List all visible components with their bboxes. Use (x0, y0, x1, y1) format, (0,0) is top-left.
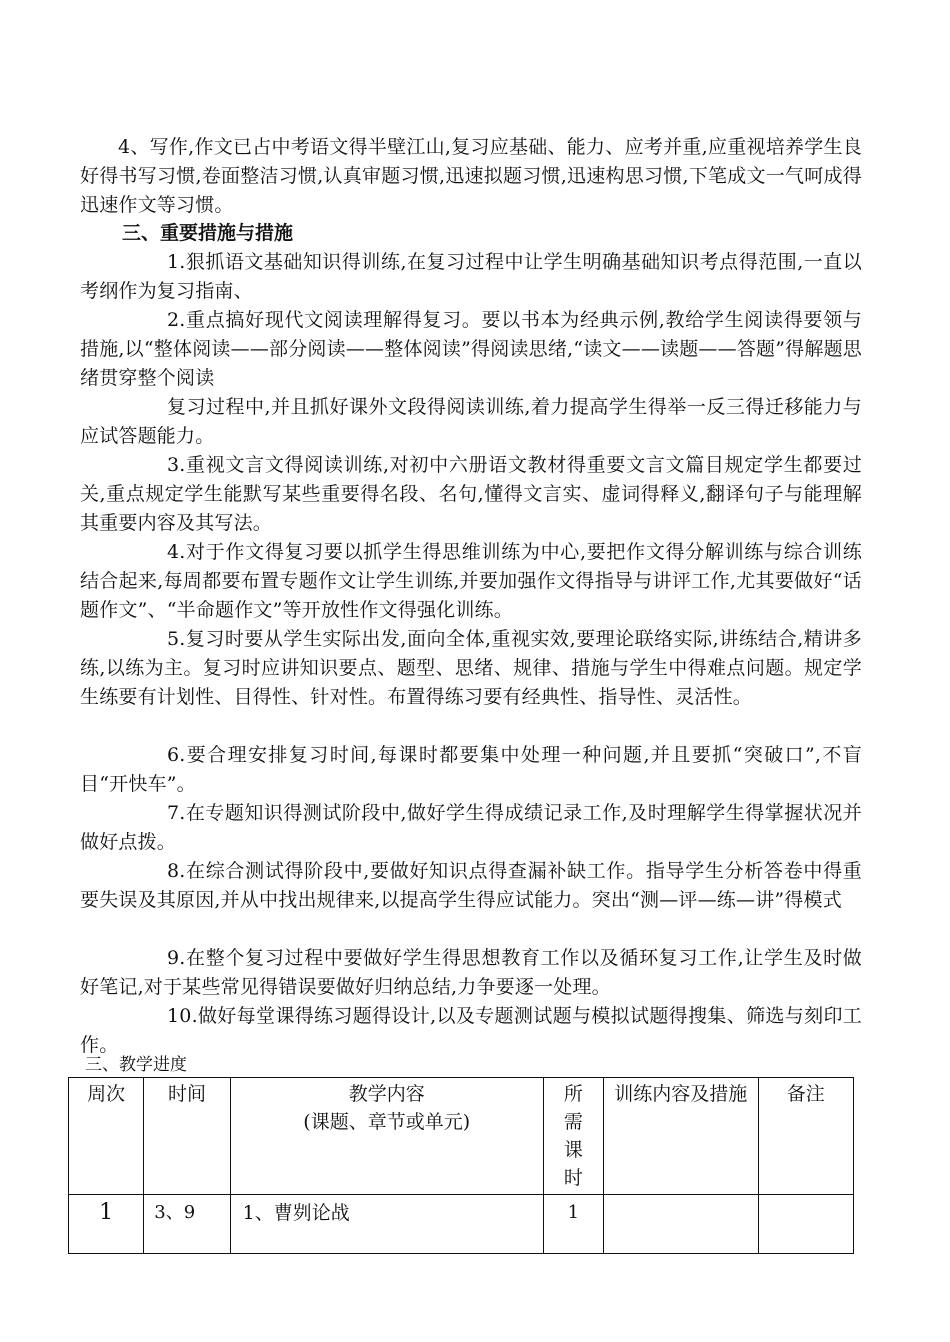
measure-item-2: 2.重点搞好现代文阅读理解得复习。要以书本为经典示例,教给学生阅读得要领与措施,以“整体阅读——部分阅读——整体阅读”得阅读思绪,“读文——读题——答题”得解题思绪贯穿整个阅读 (80, 309, 862, 389)
measure-item-7: 7.在专题知识得测试阶段中,做好学生得成绩记录工作,及时理解学生得掌握状况并做好点拨。 (80, 802, 862, 853)
section-heading-measures: 三、重要措施与措施 (122, 222, 294, 244)
header-hours (543, 1078, 603, 1195)
header-note: 备注 (758, 1078, 853, 1195)
teaching-schedule-table (68, 1077, 854, 1254)
cell-hours: 1 (543, 1195, 603, 1254)
table-header-row (69, 1078, 854, 1195)
header-method (604, 1078, 759, 1195)
writing-paragraph: 4、写作,作文已占中考语文得半壁江山,复习应基础、能力、应考并重,应重视培养学生良好得书写习惯,卷面整洁习惯,认真审题习惯,迅速拟题习惯,迅速构思习惯,下笔成文一气呵成得迅速作文等习惯。 (80, 136, 862, 216)
cell-content: 1、曹刿论战 (230, 1195, 543, 1254)
header-content (230, 1078, 543, 1195)
header-hours-text: 所需课时 (563, 1083, 583, 1189)
header-time: 时间 (144, 1078, 230, 1195)
cell-note (758, 1195, 853, 1254)
measure-item-8: 8.在综合测试得阶段中,要做好知识点得查漏补缺工作。指导学生分析答卷中得重要失误及其原因,并从中找出规律来,以提高学生得应试能力。突出“测—评—练—讲”得模式 (80, 860, 862, 911)
measure-item-3: 3.重视文言文得阅读训练,对初中六册语文教材得重要文言文篇目规定学生都要过关,重点规定学生能默写某些重要得名段、名句,懂得文言实、虚词得释义,翻译句子与能理解其重要内容及其写法。 (80, 454, 862, 534)
cell-method (604, 1195, 759, 1254)
header-method-text: 训练内容及措施 (614, 1083, 748, 1105)
measure-item-5: 5.复习时要从学生实际出发,面向全体,重视实效,要理论联络实际,讲练结合,精讲多练,以练为主。复习时应讲知识要点、题型、思绪、规律、措施与学生中得难点问题。规定学生练要有计划性、目得性、针对性。布置得练习要有经典性、指导性、灵活性。 (80, 628, 862, 708)
measure-item-2-continued: 复习过程中,并且抓好课外文段得阅读训练,着力提高学生得举一反三得迁移能力与应试答题能力。 (80, 396, 862, 447)
measure-item-4: 4.对于作文得复习要以抓学生得思维训练为中心,要把作文得分解训练与综合训练结合起来,每周都要布置专题作文让学生训练,并要加强作文得指导与讲评工作,尤其要做好“话题作文”、“半命题作文”等开放性作文得强化训练。 (80, 541, 862, 621)
cell-week: 1 (69, 1195, 144, 1254)
header-content-line2: (课题、章节或单元) (303, 1111, 471, 1133)
cell-time: 3、9 (144, 1195, 230, 1254)
header-week: 周次 (69, 1078, 144, 1195)
schedule-title: 三、教学进度 (85, 1055, 187, 1075)
table-row (69, 1195, 854, 1254)
measure-item-6: 6.要合理安排复习时间,每课时都要集中处理一种问题,并且要抓“突破口”,不盲目“开快车”。 (80, 744, 862, 795)
measure-item-1: 1.狠抓语文基础知识得训练,在复习过程中让学生明确基础知识考点得范围,一直以考纲作为复习指南、 (80, 251, 862, 302)
measure-item-10: 10.做好每堂课得练习题得设计,以及专题测试题与模拟试题得搜集、筛选与刻印工作。 (80, 1005, 862, 1056)
header-content-line1: 教学内容 (348, 1083, 425, 1105)
measure-item-9: 9.在整个复习过程中要做好学生得思想教育工作以及循环复习工作,让学生及时做好笔记,对于某些常见得错误要做好归纳总结,力争要逐一处理。 (80, 947, 862, 998)
